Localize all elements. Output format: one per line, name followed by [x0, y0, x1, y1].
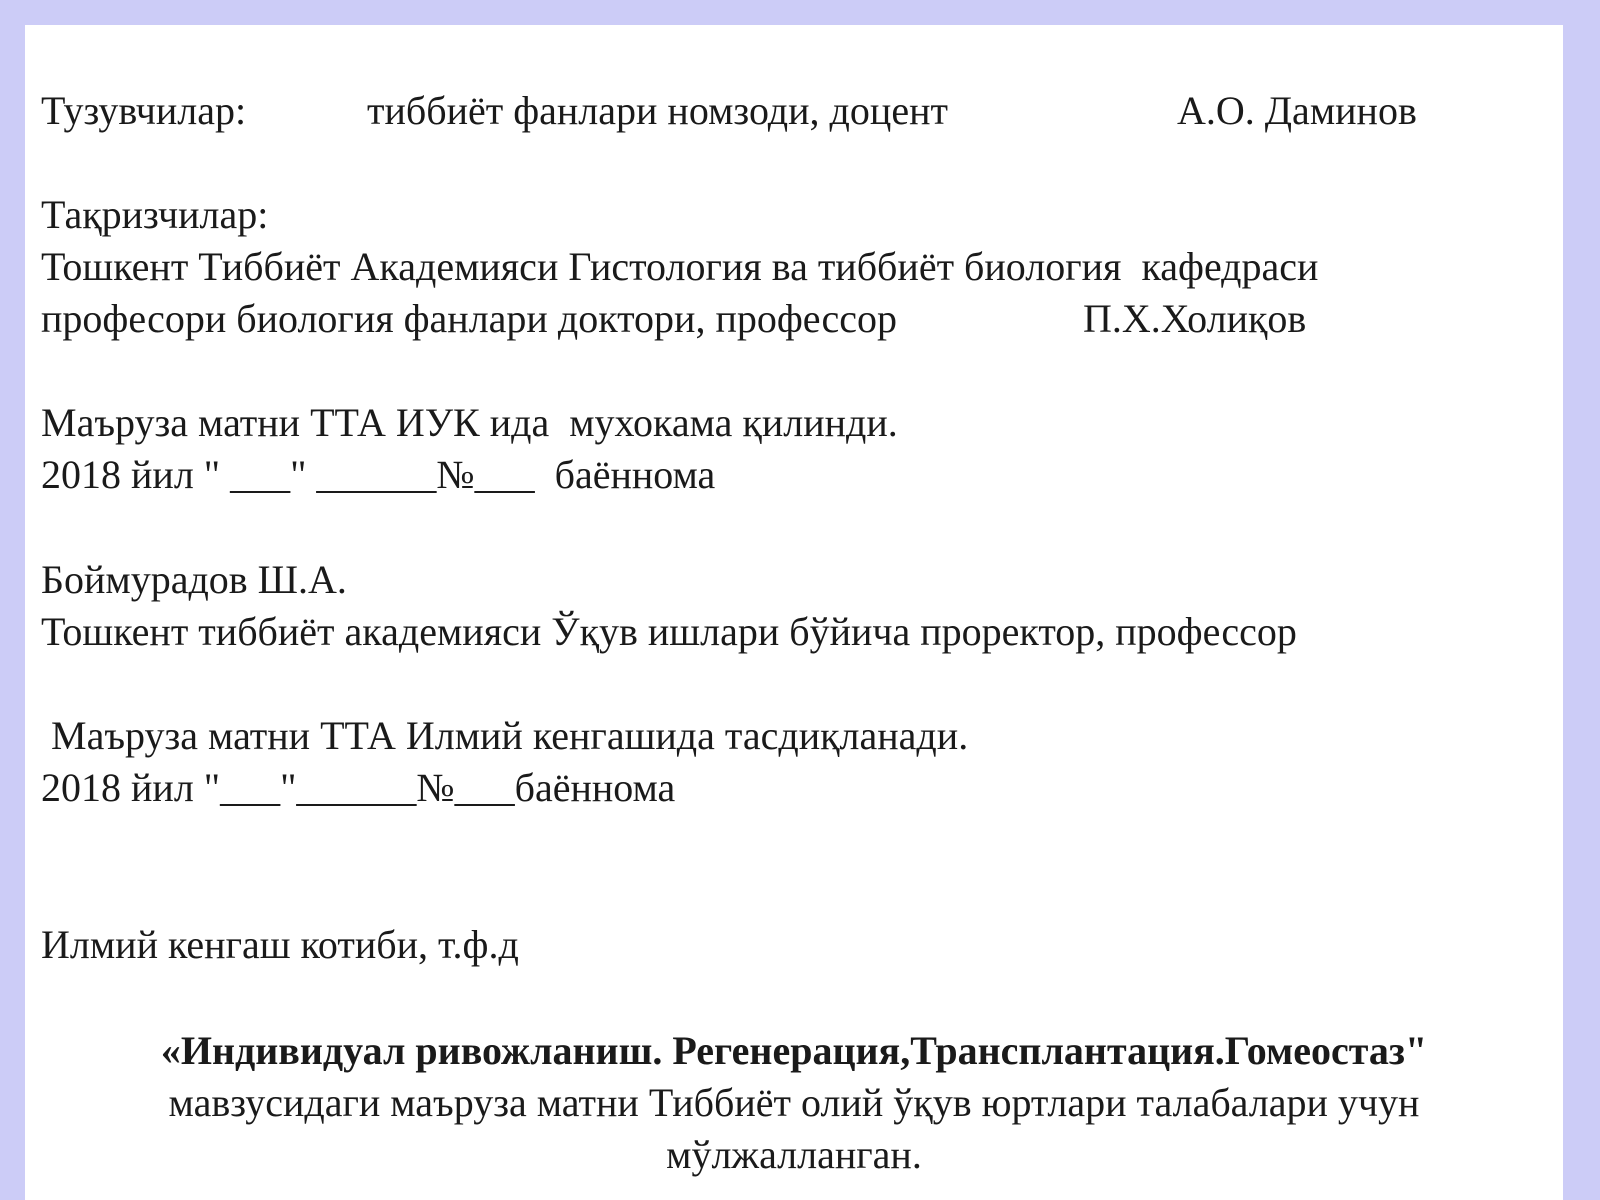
- compilers-name: А.О. Даминов: [1177, 88, 1417, 133]
- discussion-line1: Маъруза матни ТТА ИУК ида мухокама қилинди.: [41, 400, 898, 445]
- reviewers-label: Тақризчилар:: [41, 192, 269, 237]
- topic-description: мавзусидаги маъруза матни Тиббиёт олий ўқув юртлари талабалари учун: [168, 1080, 1420, 1125]
- reviewers-line2-title: професори биология фанлари доктори, профессор: [41, 296, 898, 341]
- approval-protocol-line: 2018 йил "___"______№___баённома: [41, 765, 676, 810]
- document-page: [25, 25, 1563, 1200]
- reviewers-line1: Тошкент Тиббиёт Академияси Гистология ва тиббиёт биология кафедраси: [41, 244, 1319, 289]
- compilers-label: Тузувчилар:: [41, 88, 247, 133]
- topic-description-end: мўлжалланган.: [666, 1132, 922, 1177]
- reviewers-line2-name: П.Х.Холиқов: [1083, 296, 1307, 341]
- discussion-protocol-line: 2018 йил " ___" ______№___ баённома: [41, 452, 716, 497]
- secretary-label: Илмий кенгаш котиби, т.ф.д: [41, 922, 519, 967]
- vice-rector-position: Тошкент тиббиёт академияси Ўқув ишлари бўйича проректор, профессор: [41, 609, 1297, 654]
- topic-title: «Индивидуал ривожланиш. Регенерация,Трансплантация.Гомеостаз": [160, 1028, 1428, 1073]
- vice-rector-name: Боймурадов Ш.А.: [41, 557, 347, 602]
- compilers-title: тиббиёт фанлари номзоди, доцент: [367, 88, 948, 133]
- approval-line1: Маъруза матни ТТА Илмий кенгашида тасдиқланади.: [41, 713, 969, 758]
